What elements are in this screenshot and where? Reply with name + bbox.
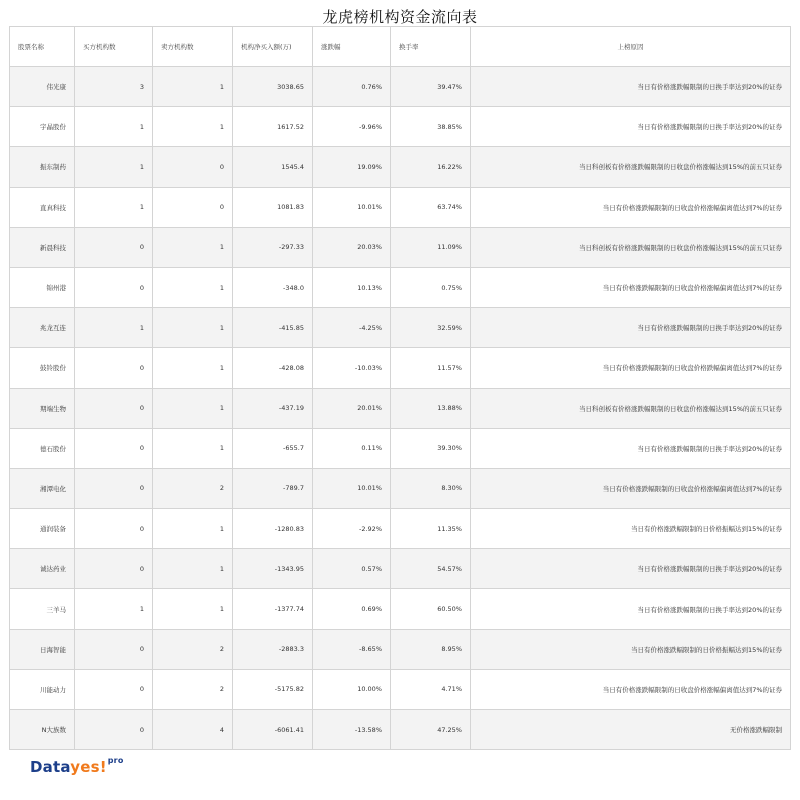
cell-change: 10.13% xyxy=(313,267,391,307)
cell-sell-count: 1 xyxy=(153,348,233,388)
cell-net-buy: 1081.83 xyxy=(233,187,313,227)
cell-buy-count: 1 xyxy=(75,107,153,147)
cell-reason: 当日有价格涨跌幅限制的日价格振幅达到15%的证券 xyxy=(471,509,791,549)
cell-reason: 当日有价格涨跌幅限制的日换手率达到20%的证券 xyxy=(471,67,791,107)
cell-turnover: 0.75% xyxy=(391,267,471,307)
cell-change: 0.11% xyxy=(313,428,391,468)
cell-turnover: 4.71% xyxy=(391,669,471,709)
cell-change: 20.01% xyxy=(313,388,391,428)
cell-net-buy: -1377.74 xyxy=(233,589,313,629)
cell-stock-name: 振东制药 xyxy=(10,147,75,187)
cell-stock-name: 三羊马 xyxy=(10,589,75,629)
cell-change: 10.00% xyxy=(313,669,391,709)
table-row xyxy=(10,549,791,589)
datayes-logo xyxy=(30,756,124,776)
cell-sell-count: 1 xyxy=(153,589,233,629)
cell-buy-count: 1 xyxy=(75,187,153,227)
header-turnover[interactable]: 换手率 xyxy=(391,27,471,67)
table-row xyxy=(10,468,791,508)
cell-buy-count: 0 xyxy=(75,267,153,307)
table-row xyxy=(10,348,791,388)
cell-net-buy: -415.85 xyxy=(233,308,313,348)
cell-buy-count: 0 xyxy=(75,710,153,750)
table-row xyxy=(10,227,791,267)
table-row xyxy=(10,107,791,147)
cell-net-buy: -428.08 xyxy=(233,348,313,388)
cell-net-buy: 3038.65 xyxy=(233,67,313,107)
table-header-row xyxy=(10,27,791,67)
cell-buy-count: 0 xyxy=(75,468,153,508)
cell-turnover: 11.35% xyxy=(391,509,471,549)
header-net-buy[interactable]: 机构净买入额(万) xyxy=(233,27,313,67)
cell-buy-count: 0 xyxy=(75,669,153,709)
cell-buy-count: 1 xyxy=(75,589,153,629)
table-row xyxy=(10,187,791,227)
cell-sell-count: 0 xyxy=(153,147,233,187)
cell-net-buy: -6061.41 xyxy=(233,710,313,750)
cell-change: -2.92% xyxy=(313,509,391,549)
cell-stock-name: 直真科技 xyxy=(10,187,75,227)
cell-net-buy: -1280.83 xyxy=(233,509,313,549)
cell-stock-name: 伟光康 xyxy=(10,67,75,107)
cell-buy-count: 0 xyxy=(75,629,153,669)
cell-stock-name: 鼓铃股份 xyxy=(10,348,75,388)
cell-turnover: 54.57% xyxy=(391,549,471,589)
cell-stock-name: 兆龙互连 xyxy=(10,308,75,348)
table-row xyxy=(10,589,791,629)
cell-net-buy: 1545.4 xyxy=(233,147,313,187)
cell-reason: 当日科创板有价格涨跌幅限制的日收盘价格涨幅达到15%的前五只证券 xyxy=(471,388,791,428)
cell-turnover: 8.30% xyxy=(391,468,471,508)
cell-stock-name: 锦州港 xyxy=(10,267,75,307)
cell-sell-count: 1 xyxy=(153,227,233,267)
cell-turnover: 11.57% xyxy=(391,348,471,388)
cell-stock-name: 期端生物 xyxy=(10,388,75,428)
cell-buy-count: 0 xyxy=(75,549,153,589)
cell-reason: 当日有价格涨跌幅限制的日换手率达到20%的证券 xyxy=(471,308,791,348)
cell-net-buy: -655.7 xyxy=(233,428,313,468)
page-title: 龙虎榜机构资金流向表 xyxy=(322,8,478,26)
table-row xyxy=(10,710,791,750)
cell-change: 0.57% xyxy=(313,549,391,589)
cell-reason: 当日有价格涨跌幅限制的日换手率达到20%的证券 xyxy=(471,107,791,147)
cell-sell-count: 1 xyxy=(153,549,233,589)
cell-change: -9.96% xyxy=(313,107,391,147)
cell-turnover: 63.74% xyxy=(391,187,471,227)
cell-buy-count: 0 xyxy=(75,227,153,267)
cell-reason: 无价格涨跌幅限制 xyxy=(471,710,791,750)
logo-yes-text: yes! xyxy=(70,758,107,776)
cell-sell-count: 4 xyxy=(153,710,233,750)
cell-net-buy: -348.0 xyxy=(233,267,313,307)
cell-net-buy: -2883.3 xyxy=(233,629,313,669)
cell-net-buy: -437.19 xyxy=(233,388,313,428)
cell-change: 10.01% xyxy=(313,187,391,227)
cell-turnover: 39.30% xyxy=(391,428,471,468)
table-row xyxy=(10,308,791,348)
cell-buy-count: 0 xyxy=(75,428,153,468)
cell-change: -10.03% xyxy=(313,348,391,388)
cell-change: 0.76% xyxy=(313,67,391,107)
cell-reason: 当日科创板有价格涨跌幅限制的日收盘价格涨幅达到15%的前五只证券 xyxy=(471,227,791,267)
cell-turnover: 11.09% xyxy=(391,227,471,267)
cell-sell-count: 1 xyxy=(153,308,233,348)
cell-reason: 当日有价格涨跌幅限制的日价格振幅达到15%的证券 xyxy=(471,629,791,669)
cell-reason: 当日有价格涨跌幅限制的日收盘价格涨幅偏离值达到7%的证券 xyxy=(471,267,791,307)
table-row xyxy=(10,388,791,428)
logo-data-text: Data xyxy=(30,758,71,776)
cell-reason: 当日有价格涨跌幅限制的日收盘价格跌幅偏离值达到7%的证券 xyxy=(471,348,791,388)
table-row xyxy=(10,629,791,669)
cell-reason: 当日有价格涨跌幅限制的日换手率达到20%的证券 xyxy=(471,549,791,589)
cell-sell-count: 0 xyxy=(153,187,233,227)
table-row xyxy=(10,267,791,307)
cell-change: -8.65% xyxy=(313,629,391,669)
cell-stock-name: N大族数 xyxy=(10,710,75,750)
cell-turnover: 47.25% xyxy=(391,710,471,750)
cell-change: 19.09% xyxy=(313,147,391,187)
cell-sell-count: 1 xyxy=(153,509,233,549)
cell-turnover: 13.88% xyxy=(391,388,471,428)
cell-buy-count: 0 xyxy=(75,348,153,388)
cell-reason: 当日有价格涨跌幅限制的日收盘价格涨幅偏离值达到7%的证券 xyxy=(471,468,791,508)
cell-stock-name: 新晨科技 xyxy=(10,227,75,267)
header-reason[interactable]: 上榜原因 xyxy=(471,27,791,67)
header-buy-count[interactable]: 买方机构数 xyxy=(75,27,153,67)
cell-buy-count: 0 xyxy=(75,388,153,428)
table-row xyxy=(10,147,791,187)
table-row xyxy=(10,428,791,468)
cell-change: -13.58% xyxy=(313,710,391,750)
cell-reason: 当日有价格涨跌幅限制的日收盘价格涨幅偏离值达到7%的证券 xyxy=(471,669,791,709)
cell-stock-name: 诚达药业 xyxy=(10,549,75,589)
cell-turnover: 16.22% xyxy=(391,147,471,187)
cell-sell-count: 2 xyxy=(153,669,233,709)
header-stock-name[interactable]: 股票名称 xyxy=(10,27,75,67)
cell-net-buy: -789.7 xyxy=(233,468,313,508)
cell-buy-count: 1 xyxy=(75,308,153,348)
cell-change: 10.01% xyxy=(313,468,391,508)
cell-change: 0.69% xyxy=(313,589,391,629)
cell-net-buy: -297.33 xyxy=(233,227,313,267)
cell-net-buy: -5175.82 xyxy=(233,669,313,709)
cell-reason: 当日有价格涨跌幅限制的日收盘价格涨幅偏离值达到7%的证券 xyxy=(471,187,791,227)
cell-turnover: 38.85% xyxy=(391,107,471,147)
cell-stock-name: 湘潭电化 xyxy=(10,468,75,508)
table-row xyxy=(10,67,791,107)
cell-buy-count: 3 xyxy=(75,67,153,107)
cell-reason: 当日科创板有价格涨跌幅限制的日收盘价格涨幅达到15%的前五只证券 xyxy=(471,147,791,187)
cell-stock-name: 德石股份 xyxy=(10,428,75,468)
cell-buy-count: 0 xyxy=(75,509,153,549)
cell-stock-name: 通润装备 xyxy=(10,509,75,549)
cell-net-buy: -1343.95 xyxy=(233,549,313,589)
header-sell-count[interactable]: 卖方机构数 xyxy=(153,27,233,67)
institution-flow-table xyxy=(9,26,791,750)
cell-change: 20.03% xyxy=(313,227,391,267)
cell-buy-count: 1 xyxy=(75,147,153,187)
cell-reason: 当日有价格涨跌幅限制的日换手率达到20%的证券 xyxy=(471,589,791,629)
cell-turnover: 32.59% xyxy=(391,308,471,348)
table-row xyxy=(10,509,791,549)
cell-turnover: 8.95% xyxy=(391,629,471,669)
cell-stock-name: 宇晶股份 xyxy=(10,107,75,147)
cell-sell-count: 1 xyxy=(153,67,233,107)
logo-pro-text: pro xyxy=(107,756,124,765)
table-row xyxy=(10,669,791,709)
cell-sell-count: 2 xyxy=(153,468,233,508)
cell-sell-count: 2 xyxy=(153,629,233,669)
cell-stock-name: 日海智能 xyxy=(10,629,75,669)
cell-sell-count: 1 xyxy=(153,107,233,147)
cell-turnover: 39.47% xyxy=(391,67,471,107)
cell-net-buy: 1617.52 xyxy=(233,107,313,147)
cell-turnover: 60.50% xyxy=(391,589,471,629)
cell-sell-count: 1 xyxy=(153,388,233,428)
header-change[interactable]: 涨跌幅 xyxy=(313,27,391,67)
cell-sell-count: 1 xyxy=(153,267,233,307)
cell-reason: 当日有价格涨跌幅限制的日换手率达到20%的证券 xyxy=(471,428,791,468)
cell-change: -4.25% xyxy=(313,308,391,348)
cell-stock-name: 川能动力 xyxy=(10,669,75,709)
cell-sell-count: 1 xyxy=(153,428,233,468)
